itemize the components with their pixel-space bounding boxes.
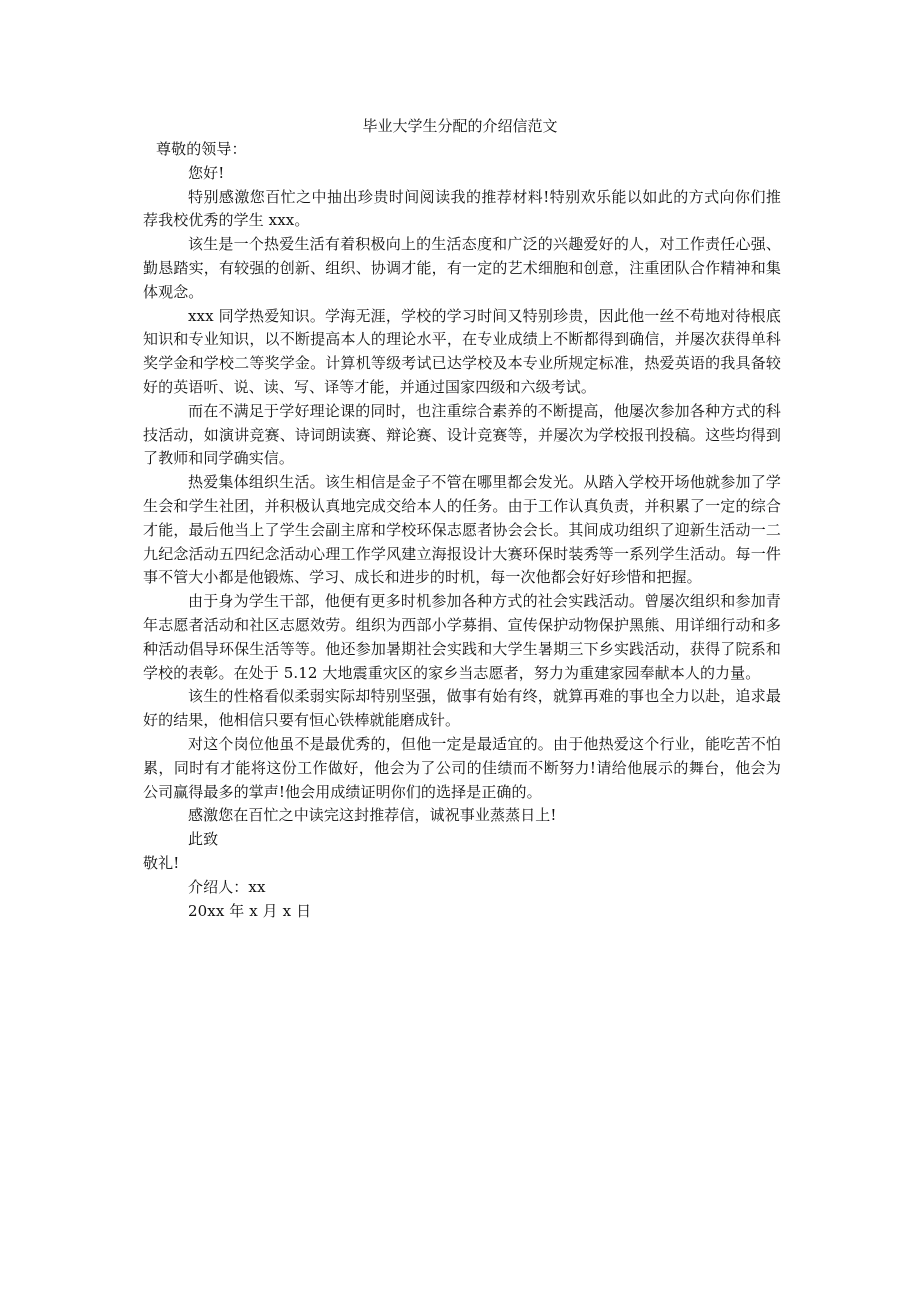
closing-salute: 敬礼! — [143, 853, 180, 872]
document-title: 毕业大学生分配的介绍信范文 — [362, 117, 558, 135]
letter-date: 20xx 年 x 月 x 日 — [188, 901, 312, 920]
paragraph-1: 特别感激您百忙之中抽出珍贵时间阅读我的推荐材料!特别欢乐能以如此的方式向你们推荐我校优秀的学生 xxx。 — [143, 187, 781, 230]
paragraph-8: 对这个岗位他虽不是最优秀的，但他一定是最适宜的。由于他热爱这个行业，能吃苦不怕累，同时有才能将这份工作做好，他会为了公司的佳绩而不断努力!请给他展示的舞台，他会为公司赢得最多的掌声!他会用成绩证明你们的选择是正确的。 — [143, 734, 781, 801]
paragraph-4: 而在不满足于学好理论课的同时，也注重综合素养的不断提高，他屡次参加各种方式的科技活动，如演讲竞赛、诗词朗读赛、辩论赛、设计竞赛等，并屡次为学校报刊投稿。这些均得到了教师和同学确实信。 — [143, 401, 781, 468]
paragraph-3: xxx 同学热爱知识。学海无涯，学校的学习时间又特别珍贵，因此他一丝不苟地对待根底知识和专业知识，以不断提高本人的理论水平，在专业成绩上不断都得到确信，并屡次获得单科奖学金和学校二等奖学金。计算机等级考试已达学校及本专业所规定标准，热爱英语的我具备较好的英语听、说、读、写、译等才能，并通过国家四级和六级考试。 — [143, 306, 781, 396]
paragraph-5: 热爱集体组织生活。该生相信是金子不管在哪里都会发光。从踏入学校开场他就参加了学生会和学生社团，并积极认真地完成交给本人的任务。由于工作认真负责，并积累了一定的综合才能，最后他当上了学生会副主席和学校环保志愿者协会会长。其间成功组织了迎新生活动一二九纪念活动五四纪念活动心理工作学风建立海报设计大赛环保时装秀等一系列学生活动。每一件事不管大小都是他锻炼、学习、成长和进步的时机，每一次他都会好好珍惜和把握。 — [143, 473, 781, 587]
paragraph-9: 感激您在百忙之中读完这封推荐信，诚祝事业蒸蒸日上! — [188, 806, 557, 825]
letter-body — [143, 138, 781, 923]
greeting: 您好! — [188, 163, 225, 182]
paragraph-6: 由于身为学生干部，他便有更多时机参加各种方式的社会实践活动。曾屡次组织和参加青年志愿者活动和社区志愿效劳。组织为西部小学募捐、宣传保护动物保护黑熊、用详细行动和多种活动倡导环保生活等等。他还参加暑期社会实践和大学生暑期三下乡实践活动，获得了院系和学校的表彰。在处于 5.12 大地震重灾区的家乡当志愿者，努力为重建家园奉献本人的力量。 — [143, 592, 781, 682]
salutation: 尊敬的领导： — [156, 140, 247, 158]
paragraph-2: 该生是一个热爱生活有着积极向上的生活态度和广泛的兴趣爱好的人，对工作责任心强、勤恳踏实，有较强的创新、组织、协调才能，有一定的艺术细胞和创意，注重团队合作精神和集体观念。 — [143, 235, 781, 301]
paragraph-7: 该生的性格看似柔弱实际却特别坚强，做事有始有终，就算再难的事也全力以赴，追求最好的结果，他相信只要有恒心铁棒就能磨成针。 — [143, 687, 781, 730]
closing-respect: 此致 — [188, 830, 219, 849]
introducer-signature: 介绍人：xx — [188, 877, 266, 896]
